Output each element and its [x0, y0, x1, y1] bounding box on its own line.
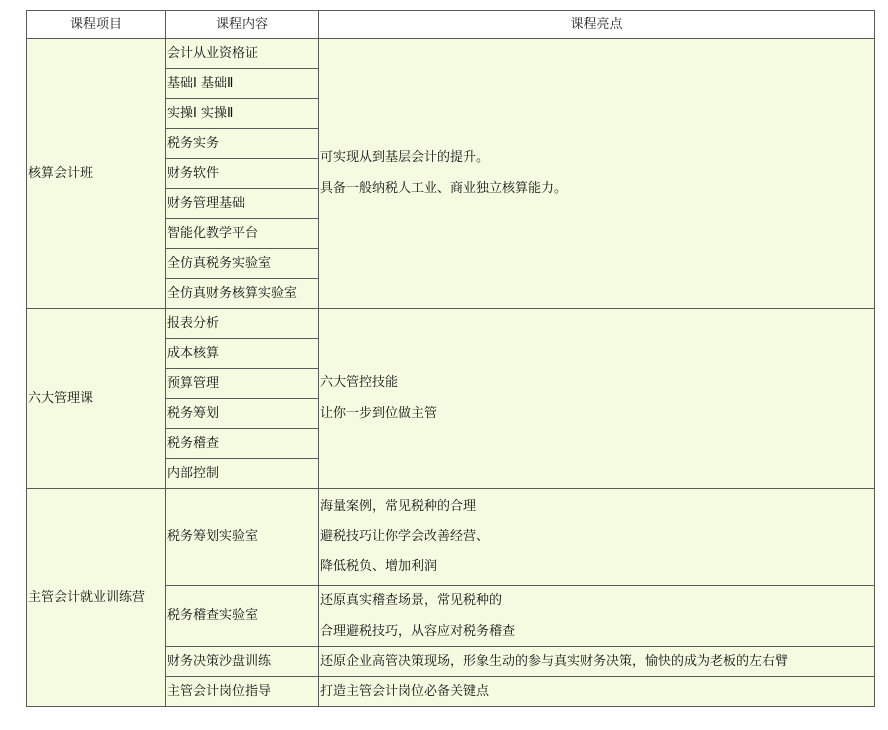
highlight-management — [319, 309, 875, 489]
course-item: 财务决策沙盘训练 — [166, 647, 319, 677]
highlight-decision-sandbox — [319, 647, 875, 677]
course-item: 会计从业资格证 — [166, 39, 319, 69]
highlight-line: 还原真实稽查场景，常见税种的 — [320, 592, 503, 608]
highlight-line: 降低税负、增加利润 — [320, 559, 438, 574]
highlight-line: 合理避税技巧，从容应对税务稽查 — [320, 623, 516, 639]
course-item: 智能化教学平台 — [166, 219, 319, 249]
group-name-accounting: 核算会计班 — [27, 39, 166, 309]
highlight-tax-planning — [319, 489, 875, 586]
highlight-line: 打造主管会计岗位必备关键点 — [320, 683, 490, 699]
header-row — [27, 11, 875, 39]
course-item: 基础Ⅰ 基础Ⅱ — [166, 69, 319, 99]
header-content: 课程内容 — [166, 11, 319, 39]
table-row — [27, 39, 875, 69]
highlight-line: 具备一般纳税人工业、商业独立核算能力。 — [320, 181, 568, 196]
highlight-job-guidance — [319, 677, 875, 707]
course-item: 报表分析 — [166, 309, 319, 339]
course-item: 税务稽查实验室 — [166, 586, 319, 647]
course-item: 税务筹划 — [166, 399, 319, 429]
course-item: 税务实务 — [166, 129, 319, 159]
group-name-supervisor: 主管会计就业训练营 — [27, 489, 166, 707]
highlight-line: 可实现从到基层会计的提升。 — [320, 150, 490, 165]
group-name-management: 六大管理课 — [27, 309, 166, 489]
course-item: 主管会计岗位指导 — [166, 677, 319, 707]
highlight-accounting — [319, 39, 875, 309]
highlight-tax-audit — [319, 586, 875, 647]
highlight-line: 避税技巧让你学会改善经营、 — [320, 529, 490, 544]
course-table — [26, 10, 875, 707]
header-project: 课程项目 — [27, 11, 166, 39]
highlight-line: 六大管控技能 — [320, 375, 399, 390]
course-item: 财务软件 — [166, 159, 319, 189]
course-item: 全仿真财务核算实验室 — [166, 279, 319, 309]
table-row — [27, 309, 875, 339]
highlight-line: 还原企业高管决策现场，形象生动的参与真实财务决策，愉快的成为老板的左右臂 — [320, 653, 789, 669]
course-item: 成本核算 — [166, 339, 319, 369]
highlight-line: 让你一步到位做主管 — [320, 406, 438, 421]
table-row — [27, 489, 875, 586]
highlight-line: 海量案例，常见税种的合理 — [320, 499, 477, 514]
course-item: 预算管理 — [166, 369, 319, 399]
course-item: 税务稽查 — [166, 429, 319, 459]
course-item: 财务管理基础 — [166, 189, 319, 219]
course-item: 全仿真税务实验室 — [166, 249, 319, 279]
course-item: 内部控制 — [166, 459, 319, 489]
course-item: 实操Ⅰ 实操Ⅱ — [166, 99, 319, 129]
header-highlight: 课程亮点 — [319, 11, 875, 39]
course-item: 税务筹划实验室 — [166, 489, 319, 586]
